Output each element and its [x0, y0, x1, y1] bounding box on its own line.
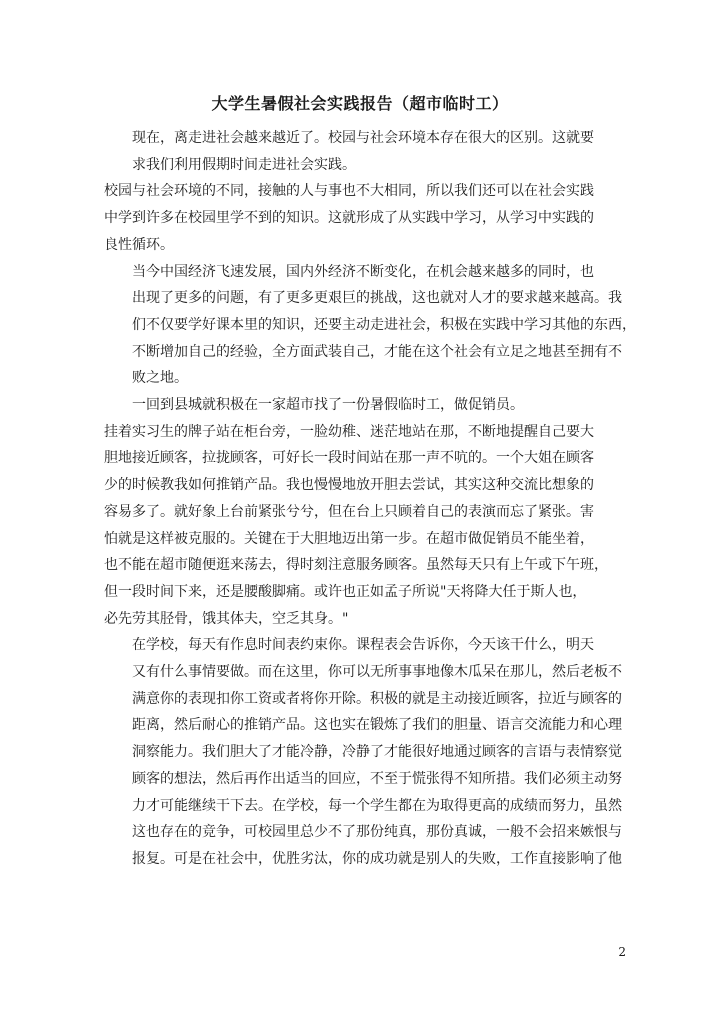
text-line: 败之地。	[132, 370, 188, 387]
text-line: 怕就是这样被克服的。关键在于大胆地迈出第一步。在超市做促销员不能坐着，	[104, 530, 594, 547]
paragraph-3	[104, 259, 636, 393]
text-line: 挂着实习生的牌子站在柜台旁，一脸幼稚、迷茫地站在那，不断地提醒自己要大	[104, 423, 594, 440]
text-line: 洞察能力。我们胆大了才能冷静，冷静了才能很好地通过顾客的言语与表情察觉	[132, 744, 622, 761]
text-line: 一回到县城就积极在一家超市找了一份暑假临时工，做促销员。	[132, 397, 524, 414]
text-line: 顾客的想法，然后再作出适当的回应，不至于慌张得不知所措。我们必须主动努	[132, 770, 622, 787]
text-line: 良性循环。	[104, 236, 174, 253]
text-line: 报复。可是在社会中，优胜劣汰，你的成功就是别人的失败，工作直接影响了他	[132, 850, 622, 867]
text-line: 胆地接近顾客，拉拢顾客，可好长一段时间站在那一声不吭的。一个大姐在顾客	[104, 450, 594, 467]
paragraph-4	[104, 392, 620, 419]
text-line: 们不仅要学好课本里的知识，还要主动走进社会，积极在实践中学习其他的东西，	[132, 316, 636, 333]
text-line: 当今中国经济飞速发展，国内外经济不断变化，在机会越来越多的同时，也	[132, 263, 594, 280]
paragraph-2	[104, 178, 620, 258]
text-line: 中学到许多在校园里学不到的知识。这就形成了从实践中学习，从学习中实践的	[104, 210, 594, 227]
document-body	[104, 125, 636, 873]
text-line: 求我们利用假期时间走进社会实践。	[132, 156, 356, 173]
text-line: 必先劳其胫骨，饿其体夫，空乏其身。"	[104, 610, 349, 627]
text-line: 现在，离走进社会越来越近了。校园与社会环境本存在很大的区别。这就要	[132, 130, 594, 146]
document-title: 大学生暑假社会实践报告（超市临时工）	[211, 94, 509, 113]
text-line: 这也存在的竞争，可校园里总少不了那份纯真，那份真诚，一般不会招来嫉恨与	[132, 824, 622, 841]
text-line: 在学校，每天有作息时间表约束你。课程表会告诉你，今天该干什么，明天	[132, 637, 594, 654]
paragraph-6	[104, 632, 620, 872]
text-line: 少的时候教我如何推销产品。我也慢慢地放开胆去尝试，其实这种交流比想象的	[104, 477, 594, 494]
text-line: 又有什么事情要做。而在这里，你可以无所事事地像木瓜呆在那儿，然后老板不	[132, 664, 622, 681]
text-line: 容易多了。就好象上台前紧张兮兮，但在台上只顾着自己的表演而忘了紧张。害	[104, 503, 594, 520]
text-line: 也不能在超市随便逛来荡去，得时刻注意服务顾客。虽然每天只有上午或下午班，	[104, 557, 608, 574]
text-line: 但一段时间下来，还是腰酸脚痛。或许也正如孟子所说"天将降大任于斯人也，	[104, 583, 587, 600]
text-line: 力才可能继续干下去。在学校，每一个学生都在为取得更高的成绩而努力，虽然	[132, 797, 622, 814]
text-line: 出现了更多的问题，有了更多更艰巨的挑战，这也就对人才的要求越来越高。我	[132, 290, 622, 307]
text-line: 校园与社会环境的不同，接触的人与事也不大相同，所以我们还可以在社会实践	[104, 183, 594, 200]
text-line: 不断增加自己的经验，全方面武装自己，才能在这个社会有立足之地甚至拥有不	[132, 343, 622, 360]
text-line: 距离，然后耐心的推销产品。这也实在锻炼了我们的胆量、语言交流能力和心理	[132, 717, 622, 734]
paragraph-1	[104, 125, 620, 178]
text-line: 满意你的表现扣你工资或者将你开除。积极的就是主动接近顾客，拉近与顾客的	[132, 690, 622, 707]
page-number: 2	[618, 945, 626, 959]
paragraph-5	[104, 419, 620, 633]
